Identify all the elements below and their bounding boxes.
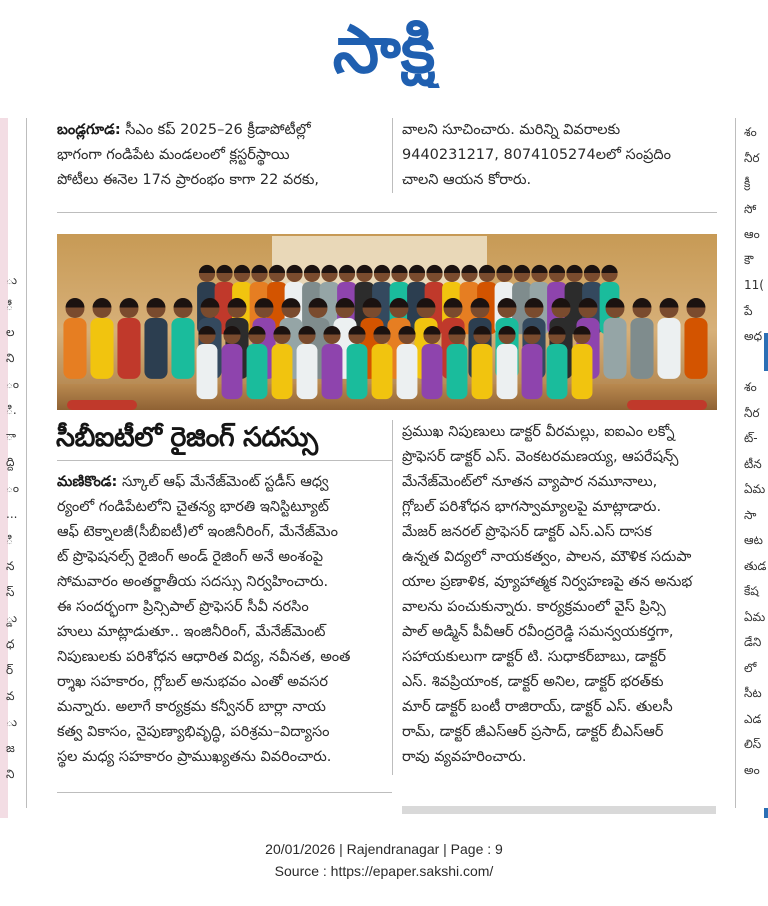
right-column-text: ఆం bbox=[744, 227, 760, 241]
left-column-text: ి. bbox=[6, 403, 17, 417]
article1-column1 bbox=[57, 118, 387, 193]
left-column-text: ి bbox=[6, 533, 13, 547]
left-column-text: స్ bbox=[6, 585, 15, 599]
article2-line: ఈ సందర్భంగా ప్రిన్సిపాల్ ప్రొఫెసర్ సీవీ నరసిం bbox=[57, 599, 309, 615]
left-column-text: ధ bbox=[6, 637, 15, 651]
footer bbox=[0, 838, 768, 882]
article2-line: ర్శాఖ సహకారం, గ్లోబల్ అనుభవం ఎంతో అవసర bbox=[57, 674, 328, 690]
left-column-text: వ bbox=[6, 689, 15, 703]
grey-rule bbox=[402, 806, 716, 814]
article-separator bbox=[57, 792, 392, 793]
group-photo bbox=[57, 234, 717, 410]
right-column-text: అం bbox=[744, 762, 760, 777]
left-column-text: ్డు bbox=[6, 611, 18, 625]
right-column-text: తుడ bbox=[744, 558, 767, 573]
right-column-text: ఏమ bbox=[744, 482, 766, 496]
article2-line: ప్రొఫెసర్ డాక్టర్ ఎస్. వెంకటరమణయ్య, ఆపరేషన్స్ bbox=[402, 449, 679, 465]
footer-edition-info: 20/01/2026 | Rajendranagar | Page : 9 bbox=[265, 841, 503, 857]
left-column-text: ం bbox=[6, 377, 20, 391]
article2-line: యాల ప్రణాళిక, వ్యూహాత్మక నిర్వహణపై తన అనుభ bbox=[402, 574, 693, 590]
article2-line: రామ్, డాక్టర్ జీఎస్ఆర్ ప్రసాద్, డాక్టర్ బీఎస్ఆర్ bbox=[402, 724, 664, 740]
column-divider bbox=[392, 118, 393, 193]
left-column-text: ని bbox=[6, 351, 15, 365]
right-column-text: అధ bbox=[744, 329, 763, 343]
left-column-text: ా bbox=[6, 429, 17, 443]
article2-line: ర్యంలో గండిపేటలోని చైతన్య భారతి ఇనిస్టిట్యూట్ bbox=[57, 499, 329, 515]
right-column-text: సో bbox=[744, 201, 757, 216]
article2-line: సహాయకులుగా డాక్టర్ టి. సుధాకర్‌బాబు, డాక్టర్ bbox=[402, 649, 666, 665]
right-column-text: నీర bbox=[744, 150, 760, 165]
left-column-text: ని bbox=[6, 767, 15, 781]
article2-dateline: మణికొండ: bbox=[57, 474, 118, 490]
right-column-text: కేష bbox=[744, 584, 759, 598]
right-column-text: కౌ bbox=[744, 252, 754, 267]
article2-line: ఎస్. శివప్రియాంక, డాక్టర్ అనిల, డాక్టర్ భరత్‌కు bbox=[402, 674, 664, 690]
article2-line: ట్ ప్రొఫెషనల్స్ రైజింగ్ అండ్ రైజింగ్ అనే అంశంపై bbox=[57, 549, 324, 565]
right-column-text: టీన bbox=[744, 456, 762, 471]
column-divider bbox=[735, 118, 736, 808]
article1-line: 9440231217, 8074105274లలో సంప్రదిం bbox=[402, 147, 671, 163]
article1-column2 bbox=[402, 118, 716, 193]
left-column-text: ు bbox=[6, 273, 18, 287]
right-column-text: ఎడ bbox=[744, 711, 762, 726]
article2-line: హులు మాట్లాడుతూ.. ఇంజినీరింగ్, మేనేజ్‌మెంట్ bbox=[57, 624, 326, 640]
article2-column1 bbox=[57, 470, 387, 770]
left-column-text: ద్ది bbox=[6, 455, 15, 469]
right-column-text: క్రీ bbox=[744, 176, 751, 190]
left-column-text: ు bbox=[6, 715, 18, 729]
left-column-text: ... bbox=[6, 507, 18, 521]
article2-line: గ్లోబల్ పరిశోధన భాగస్వామ్యాలపై మాట్లాడారు. bbox=[402, 499, 662, 515]
article2-line: రావు వ్యవహరించారు. bbox=[402, 749, 527, 765]
article1-line: చాలని ఆయన కోరారు. bbox=[402, 172, 532, 188]
right-column-fragment bbox=[738, 118, 768, 818]
article2-line: ప్రముఖ నిపుణులు డాక్టర్ వీరమల్లు, ఐఐఎం లక్నో bbox=[402, 424, 675, 440]
right-column-text: లిస్ bbox=[744, 737, 762, 751]
right-column-text: డేని bbox=[744, 635, 762, 649]
accent-bar bbox=[764, 808, 768, 818]
left-column-text: ం bbox=[6, 481, 20, 495]
right-column-text: 11( bbox=[744, 278, 764, 292]
article2-headline: సీబీఐటీలో రైజింగ్ సదస్సు bbox=[56, 422, 318, 453]
article1-line: వాలని సూచించారు. మరిన్ని వివరాలకు bbox=[402, 122, 621, 138]
article-separator bbox=[57, 212, 717, 213]
svg-text:సాక్షి: సాక్షి bbox=[332, 12, 436, 88]
article1-dateline: బండ్లగూడ: bbox=[57, 122, 121, 138]
article2-line: స్థల మధ్య సహకారం ప్రాముఖ్యతను వివరించారు. bbox=[57, 749, 332, 765]
article1-line1: బండ్లగూడ: సీఎం కప్ 2025–26 క్రీడాపోటీల్లో bbox=[57, 122, 311, 138]
article2-line: సోమవారం అంతర్జాతీయ సదస్సు నిర్వహించారు. bbox=[57, 574, 329, 590]
left-column-fragment bbox=[0, 118, 26, 818]
group-photo-image bbox=[57, 234, 717, 410]
article2-line: మార్ డాక్టర్ బంటీ రాజిరాయ్, డాక్టర్ ఎస్. తులసీ bbox=[402, 699, 673, 715]
masthead bbox=[0, 0, 768, 100]
column-divider bbox=[26, 118, 27, 808]
article2-line: వాలను పంచుకున్నారు. కార్యక్రమంలో వైస్ ప్రిన్సి bbox=[402, 599, 666, 615]
article2-column2 bbox=[402, 420, 716, 770]
left-column-text: ల bbox=[6, 325, 15, 339]
article1-line: పోటీలు ఈనెల 17న ప్రారంభం కాగా 22 వరకు, bbox=[57, 172, 320, 188]
left-column-text: న bbox=[6, 559, 15, 573]
right-column-text: ఏమ bbox=[744, 609, 766, 624]
right-column-text: శం bbox=[744, 125, 757, 139]
left-column-text: ర్ bbox=[6, 663, 14, 677]
left-column-text: జ bbox=[6, 741, 15, 755]
article2-line: కత్వ వికాసం, నైపుణ్యాభివృద్ధి, పరిశ్రమ–విద్యాసం bbox=[57, 724, 330, 740]
right-column-text: సా bbox=[744, 507, 757, 522]
right-column-text: ఆట bbox=[744, 533, 763, 547]
article2-line: మన్నారు. అలాగే కార్యక్రమ కన్వీనర్ బార్లా నాయ bbox=[57, 699, 326, 715]
article2-line1: మణికొండ: స్కూల్ ఆఫ్ మేనేజ్‌మెంట్ స్టడీస్ ఆధ్వ bbox=[57, 474, 329, 490]
right-column-text: శం bbox=[744, 380, 757, 394]
article1-line: భాగంగా గండిపేట మండలంలో క్లస్టర్‌స్థాయి bbox=[57, 147, 290, 163]
right-column-text: నీర bbox=[744, 405, 760, 420]
article2-line: ఆఫ్ టెక్నాలజీ(సీబీఐటీ)లో ఇంజినీరింగ్, మేనేజ్‌మెం bbox=[57, 524, 338, 540]
article2-line: మేజర్ జనరల్ ప్రొఫెసర్ డాక్టర్ ఎస్.ఎస్ దాసక bbox=[402, 524, 652, 540]
right-column-text: పే bbox=[744, 303, 753, 318]
article2-line: ఉన్నత విద్యలో నాయకత్వం, పాలన, మౌళిక సదుపా bbox=[402, 549, 692, 565]
right-column-text: లో bbox=[744, 660, 757, 675]
sakshi-logo bbox=[292, 12, 476, 88]
headline-underline bbox=[57, 460, 392, 461]
right-column-text: ట్‌- bbox=[744, 431, 758, 445]
article2-line: నిపుణులకు పరిశోధన ఆధారిత విద్య, నవీనత, అంత bbox=[57, 649, 351, 665]
accent-bar bbox=[764, 333, 768, 371]
right-column-text: సీట bbox=[744, 686, 762, 700]
footer-source: Source : https://epaper.sakshi.com/ bbox=[274, 863, 494, 879]
article2-line: పాల్ అడ్మిన్ పీవీఆర్ రవీంద్రరెడ్డి సమన్వయకర్తగా, bbox=[402, 624, 674, 640]
column-divider bbox=[392, 420, 393, 775]
left-column-text: ీ bbox=[6, 299, 13, 313]
article2-line: మేనేజ్‌మెంట్‌లో నూతన వ్యాపార నమూనాలు, bbox=[402, 474, 658, 490]
